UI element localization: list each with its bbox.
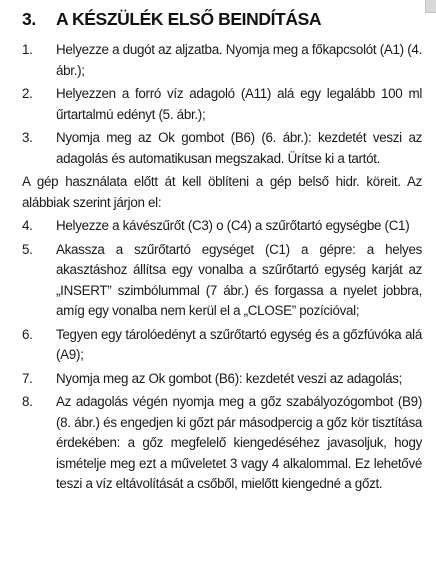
list-item-text: Helyezze a dugót az aljzatba. Nyomja meg a főkapcsolót (A1) (4. ábr.); [56,42,422,78]
list-item [22,84,426,125]
section-number: 3. [22,9,36,29]
list-item-number: 1. [22,42,33,57]
list-item-text: Akassza a szűrőtartó egységet (C1) a gépre: a helyes akasztáshoz állítsa egy vonalba a szűrőtartó egység karját az „INSERT” szimbólummal (7 ábr.) és forgassa a nyelet jobbra, amíg egy vonalba nem kerül el a „CLOSE” pozícióval; [56,241,422,318]
list-item-text: Helyezze a kávészűrőt (C3) o (C4) a szűrőtartó egységbe (C1) [56,218,410,233]
list-item-text: Nyomja meg az Ok gombot (B6): kezdetét veszi az adagolás; [56,370,403,386]
list-item-number: 8. [22,394,33,409]
list-item-number: 6. [22,326,33,342]
section-content [22,40,426,495]
list-item [22,240,426,322]
list-item [22,325,426,366]
list-item-text: Tegyen egy tárolóedényt a szűrőtartó egység és a gőzfúvóka alá (A9); [56,326,422,362]
list-item [22,369,426,390]
section-heading [22,6,426,30]
list-item [22,392,426,495]
list-item-number: 3. [22,130,33,145]
intro-paragraph: A gép használata előtt át kell öblíteni a gép belső hidr. köreit. Az alábbiak szerint járjon el: [22,174,422,210]
list-item [22,128,426,169]
list-item-number: 7. [22,370,33,386]
list-item-text: Helyezzen a forró víz adagoló (A11) alá egy legalább 100 ml űrtartalmú edényt (5. ábr.); [56,86,422,122]
list-item-text: Az adagolás végén nyomja meg a gőz szabályozógombot (B9) (8. ábr.) és engedjen ki gőzt pár másodpercig a gőz kör tisztítása érdekében: a gőz megfelelő kiengedéséhez javasoljuk, hogy ismételje meg ezt a műveletet 3 vagy 4 alkalommal. Ez lehetővé teszi a víz eltávolítását a csőből, mielőtt kiengedné a gőzt. [56,394,422,491]
list-item [22,216,426,237]
section-title: A KÉSZÜLÉK ELSŐ BEINDÍTÁSA [56,9,322,29]
list-item-text: Nyomja meg az Ok gombot (B6) (6. ábr.): kezdetét veszi az adagolás és automatikusan megszakad. Ürítse ki a tartót. [56,130,422,166]
page-corner-tab [425,0,436,13]
list-item-number: 2. [22,86,33,101]
list-item-number: 5. [22,241,33,257]
list-item [22,40,426,81]
list-item-number: 4. [22,218,33,233]
